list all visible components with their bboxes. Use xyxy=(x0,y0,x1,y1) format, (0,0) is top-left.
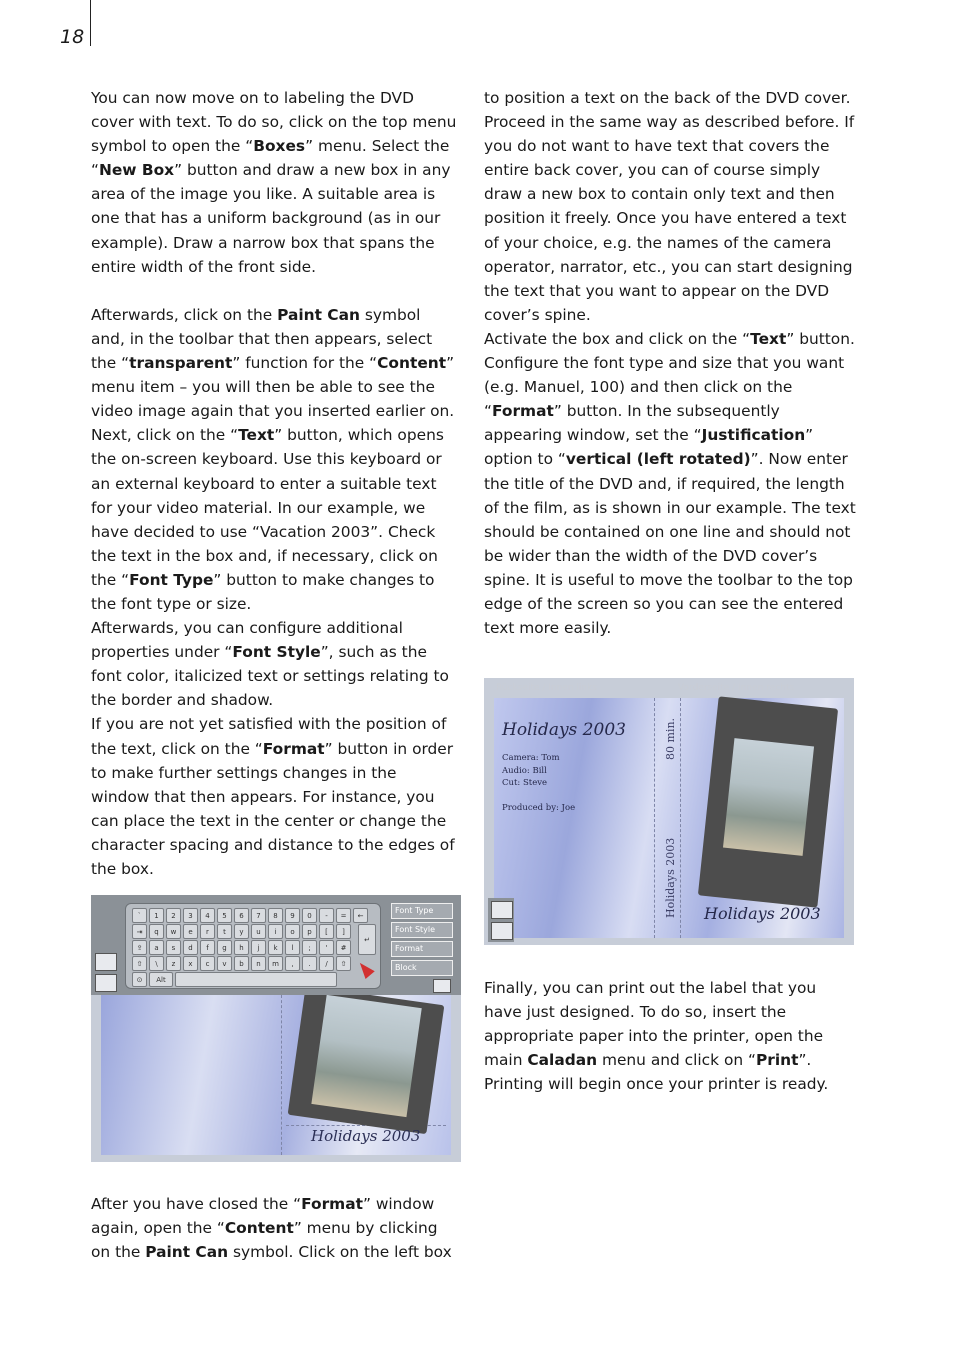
key[interactable]: ⊙ xyxy=(132,972,147,987)
key[interactable]: w xyxy=(166,924,181,939)
spine-title: Holidays 2003 xyxy=(664,837,677,918)
page-tabs xyxy=(484,678,854,696)
block-button[interactable]: Block xyxy=(391,960,453,976)
screen-icon[interactable] xyxy=(491,901,513,919)
key[interactable]: 0 xyxy=(302,908,317,923)
spine-guide-right xyxy=(680,698,681,938)
side-buttons xyxy=(95,953,119,993)
key[interactable]: a xyxy=(149,940,164,955)
paragraph: You can now move on to labeling the DVD cover with text. To do so, click on the top menu symbol to open the “Boxes” menu. Select the “New Box” button and draw a new box in any area of the image you like. A suitable area is one that has a uniform background (as in our example). Draw a narrow box that spans the entire width of the front side. xyxy=(91,89,457,276)
move-icon[interactable] xyxy=(491,922,513,940)
key[interactable]: t xyxy=(217,924,232,939)
font-type-button[interactable]: Font Type xyxy=(391,903,453,919)
key[interactable]: i xyxy=(268,924,283,939)
left-column-bottom xyxy=(91,1192,459,1264)
key[interactable]: 7 xyxy=(251,908,266,923)
key[interactable]: b xyxy=(234,956,249,971)
credit-line: Audio: Bill xyxy=(502,765,547,776)
font-style-button[interactable]: Font Style xyxy=(391,922,453,938)
key[interactable]: ' xyxy=(319,940,334,955)
paragraph: Afterwards, you can configure additional properties under “Font Style”, such as the font color, italicized text or settings relating to the border and shadow. xyxy=(91,619,449,710)
credit-line: Cut: Steve xyxy=(502,778,548,788)
key[interactable]: n xyxy=(251,956,266,971)
key[interactable]: ⇪ xyxy=(132,940,147,955)
key[interactable]: ⇧ xyxy=(132,956,147,971)
keyboard-screenshot xyxy=(91,895,461,1162)
key[interactable]: , xyxy=(285,956,300,971)
key[interactable]: 4 xyxy=(200,908,215,923)
key[interactable]: \ xyxy=(149,956,164,971)
key[interactable]: - xyxy=(319,908,334,923)
key[interactable]: 1 xyxy=(149,908,164,923)
key[interactable]: p xyxy=(302,924,317,939)
key[interactable]: . xyxy=(302,956,317,971)
tab-front[interactable]: Vorderseite / Innen rechts xyxy=(678,683,795,693)
paragraph: to position a text on the back of the DVD cover. Proceed in the same way as described before. If you do not want to have text that covers the entire back cover, you can of course simply draw a new box to contain only text and then position it freely. Once you have entered a text of your choice, e.g. the names of the camera operator, narrator, etc., you can start designing the text that you want to appear on the DVD cover’s spine. xyxy=(484,89,855,324)
credits-block xyxy=(502,752,575,815)
right-column xyxy=(484,86,856,640)
key[interactable]: ⇥ xyxy=(132,924,147,939)
key[interactable]: 9 xyxy=(285,908,300,923)
page-number: 18 xyxy=(60,26,85,48)
key[interactable]: 3 xyxy=(183,908,198,923)
spine-guide-left xyxy=(654,698,655,938)
film-strip-image xyxy=(698,696,838,907)
key[interactable]: 6 xyxy=(234,908,249,923)
key[interactable]: 8 xyxy=(268,908,283,923)
key[interactable]: x xyxy=(183,956,198,971)
key[interactable]: r xyxy=(200,924,215,939)
credit-line: Camera: Tom xyxy=(502,753,560,763)
key[interactable]: l xyxy=(285,940,300,955)
key[interactable]: y xyxy=(234,924,249,939)
key[interactable]: 5 xyxy=(217,908,232,923)
key[interactable]: c xyxy=(200,956,215,971)
key[interactable]: d xyxy=(183,940,198,955)
paragraph: If you are not yet satisfied with the position of the text, click on the “Format” button in order to make further settings changes in the window that then appears. For instance, you can place the text in the center or change the character spacing and distance to the edges of the box. xyxy=(91,715,455,878)
toolbar xyxy=(91,895,461,995)
key[interactable]: ← xyxy=(353,908,368,923)
paint-can-icon[interactable] xyxy=(433,979,451,993)
spine-length: 80 min. xyxy=(664,717,677,760)
enter-key[interactable]: ↵ xyxy=(358,924,376,955)
paragraph: Finally, you can print out the label that you have just designed. To do so, insert the appropriate paper into the printer, open the main Caladan menu and click on “Print”. Printing will begin once your printer is ready. xyxy=(484,979,829,1094)
key[interactable]: s xyxy=(166,940,181,955)
key[interactable]: # xyxy=(336,940,351,955)
alt-key[interactable]: Alt xyxy=(149,972,173,987)
key[interactable]: v xyxy=(217,956,232,971)
key[interactable]: o xyxy=(285,924,300,939)
spine-guide xyxy=(281,995,282,1155)
key[interactable]: h xyxy=(234,940,249,955)
film-strip-image xyxy=(288,986,445,1134)
move-icon[interactable] xyxy=(95,974,117,992)
onscreen-keyboard xyxy=(125,903,381,989)
tab-back[interactable]: Rückseite / Innen links xyxy=(496,683,598,693)
credit-line xyxy=(502,790,575,803)
format-button[interactable]: Format xyxy=(391,941,453,957)
key[interactable]: g xyxy=(217,940,232,955)
space-key[interactable] xyxy=(175,972,337,987)
credit-line: Produced by: Joe xyxy=(502,803,576,813)
key[interactable]: e xyxy=(183,924,198,939)
cover-title-text: Holidays 2003 xyxy=(311,1127,421,1145)
paragraph: Activate the box and click on the “Text” button. Configure the font type and size that you want (e.g. Manuel, 100) and then click on the “Format” button. In the subsequently appearing window, set the “Justification” option to “vertical (left rotated)”. Now enter the title of the DVD and, if required, the length of the film, as is shown in our example. The text should be contained on one line and should not be wider than the width of the DVD cover’s spine. It is useful to move the toolbar to the top edge of the screen so you can see the entered text more easily. xyxy=(484,329,856,638)
left-column xyxy=(91,86,459,881)
key[interactable]: = xyxy=(336,908,351,923)
key[interactable]: k xyxy=(268,940,283,955)
screen-icon[interactable] xyxy=(95,953,117,971)
key[interactable]: ` xyxy=(132,908,147,923)
cover-screenshot xyxy=(484,678,854,945)
front-title: Holidays 2003 xyxy=(704,904,821,923)
key[interactable]: 2 xyxy=(166,908,181,923)
text-menu xyxy=(391,903,453,987)
key[interactable]: m xyxy=(268,956,283,971)
paragraph: After you have closed the “Format” window again, open the “Content” menu by clicking on the Paint Can symbol. Click on the left box xyxy=(91,1195,452,1262)
key[interactable]: u xyxy=(251,924,266,939)
key[interactable]: [ xyxy=(319,924,334,939)
key[interactable]: ⇧ xyxy=(336,956,351,971)
key[interactable]: q xyxy=(149,924,164,939)
key[interactable]: j xyxy=(251,940,266,955)
side-buttons xyxy=(488,898,514,942)
key[interactable]: / xyxy=(319,956,334,971)
key[interactable]: z xyxy=(166,956,181,971)
key[interactable]: f xyxy=(200,940,215,955)
back-title: Holidays 2003 xyxy=(502,720,626,740)
paragraph: Afterwards, click on the Paint Can symbol and, in the toolbar that then appears, select the “transparent” function for the “Content” menu item – you will then be able to see the video image again that you inserted earlier on. Next, click on the “Text” button, which opens the on-screen keyboard. Use this keyboard or an external keyboard to enter a suitable text for your video material. In our example, we have decided to use “Vacation 2003”. Check the text in the box and, if necessary, click on the “Font Type” button to make changes to the font type or size. xyxy=(91,305,455,613)
key[interactable]: ; xyxy=(302,940,317,955)
right-column-bottom xyxy=(484,976,856,1096)
header-rule xyxy=(90,0,91,46)
key[interactable]: ] xyxy=(336,924,351,939)
